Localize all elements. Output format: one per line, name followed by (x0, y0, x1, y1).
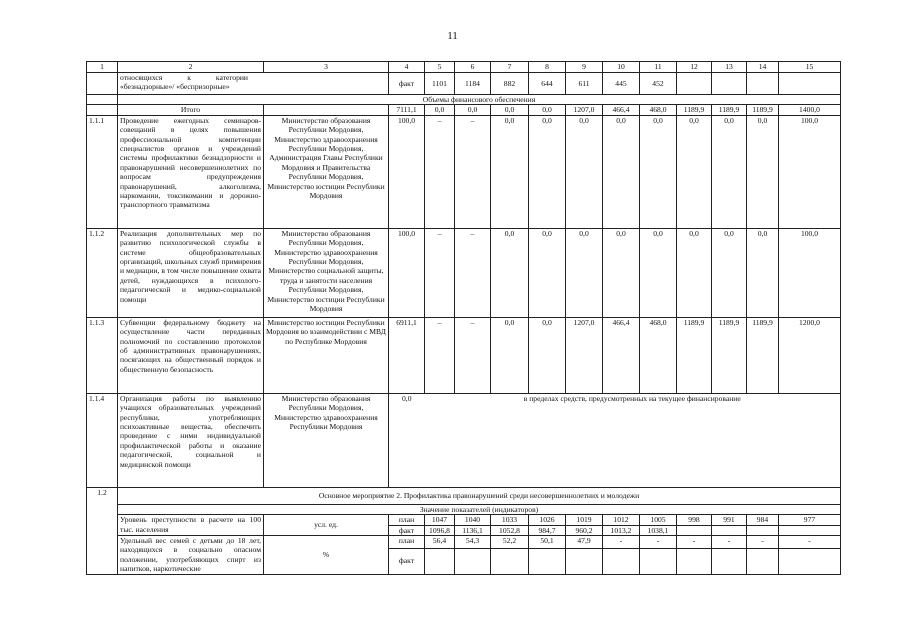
measure-number: 1.1.1 (87, 115, 118, 228)
measure-description: Реализация дополнительных мер по развитию психологической службы в системе общеобразовательных организаций, школьных служб примирения и медиации, в том числе повышение охвата детей, нуждающихся в психолого-педагогической и медико-социальной помощи (118, 228, 264, 317)
measure-value: 1207,0 (566, 317, 603, 393)
indicator-plan-value: 52,2 (491, 536, 529, 549)
indicator-plan-value: 977 (779, 515, 841, 525)
total-value: 1189,9 (712, 105, 747, 115)
measure-value: 100,0 (779, 115, 841, 228)
measure-value: – (425, 115, 455, 228)
column-number: 12 (677, 62, 712, 73)
row-value (747, 73, 779, 95)
column-number: 14 (747, 62, 779, 73)
row-value (677, 73, 712, 95)
measure-value: 466,4 (603, 317, 640, 393)
measure-executor: Министерство образования Республики Мордовия, Министерство здравоохранения Республики Мордовия, Министерство социальной защиты, труда и занятости населения Республики Мордовия, Министерство юстиции Республики Мордовия (264, 228, 389, 317)
row-value (712, 73, 747, 95)
column-number-row (87, 62, 841, 73)
indicator-fact-value (566, 548, 603, 574)
measure-value: 100,0 (389, 115, 425, 228)
indicator-plan-value: - (603, 536, 640, 549)
measure-value: – (425, 317, 455, 393)
measure-value: 0,0 (747, 228, 779, 317)
measure-funding-note: в пределах средств, предусмотренных на текущее финансирование (425, 393, 841, 487)
row-value: 882 (491, 73, 529, 95)
section-row (87, 487, 841, 504)
row-value (779, 73, 841, 95)
indicator-plan-value: 998 (677, 515, 712, 525)
total-value: 1400,0 (779, 105, 841, 115)
row-value: 1101 (425, 73, 455, 95)
measure-value: 0,0 (747, 115, 779, 228)
total-value: 0,0 (455, 105, 491, 115)
indicator-plan-value: 56,4 (425, 536, 455, 549)
measure-description: Проведение ежегодных семинаров-совещаний в целях повышения профессиональной компетенции специалистов органов и учреждений системы профилактики безнадзорности и правонарушений несовершеннолетних по вопросам предупреждения правонарушений, алкоголизма, наркомании, токсикомании и дорожно-транспортного травматизма (118, 115, 264, 228)
column-number: 6 (455, 62, 491, 73)
indicator-fact-value: 1136,1 (455, 525, 491, 535)
total-row (87, 105, 841, 115)
total-label: Итого (118, 105, 264, 115)
indicator-name: Уровень преступности в расчете на 100 тыс. населения (118, 515, 264, 536)
column-number: 1 (87, 62, 118, 73)
indicator-plan-value: 984 (747, 515, 779, 525)
measure-value: 0,0 (677, 115, 712, 228)
column-number: 10 (603, 62, 640, 73)
indicator-fact-value: 1096,8 (425, 525, 455, 535)
total-value: 7111,1 (389, 105, 425, 115)
column-number: 3 (264, 62, 389, 73)
total-value: 468,0 (640, 105, 677, 115)
measure-value: 0,0 (529, 317, 566, 393)
indicator-unit: % (264, 536, 389, 575)
total-value: 1207,0 (566, 105, 603, 115)
measure-description: Организация работы по выявлению учащихся образовательных учреждений республики, употребляющих психоактивные вещества, обеспечить проведение с ними индивидуальной профилактической работы и оказание педагогической, социальной и медицинской помощи (118, 393, 264, 487)
indicator-unit: усл. ед. (264, 515, 389, 536)
measure-value: 0,0 (603, 115, 640, 228)
section-row (87, 504, 841, 514)
measure-value: 0,0 (603, 228, 640, 317)
funding-header: Объемы финансового обеспечения (118, 95, 841, 105)
measure-value: 0,0 (491, 228, 529, 317)
indicator-plan-value: 47,9 (566, 536, 603, 549)
row-type: факт (389, 73, 425, 95)
indicator-plan-value: 50,1 (529, 536, 566, 549)
indicator-fact-value (425, 548, 455, 574)
indicator-fact-value (640, 548, 677, 574)
total-value: 0,0 (425, 105, 455, 115)
measure-value: 1189,9 (712, 317, 747, 393)
table-body (87, 62, 841, 575)
indicator-type: план (389, 536, 425, 549)
section-number: 1.2 (87, 487, 118, 574)
indicator-plan-row (87, 536, 841, 549)
indicator-fact-value (603, 548, 640, 574)
column-number: 11 (640, 62, 677, 73)
measure-number: 1.1.2 (87, 228, 118, 317)
column-number: 13 (712, 62, 747, 73)
indicator-plan-value: 1012 (603, 515, 640, 525)
indicator-fact-value (677, 548, 712, 574)
measure-value: 0,0 (712, 228, 747, 317)
measure-row (87, 115, 841, 228)
measure-value: 468,0 (640, 317, 677, 393)
measure-executor: Министерство образования Республики Мордовия, Министерство здравоохранения Республики Мордовия (264, 393, 389, 487)
measure-value: 100,0 (389, 228, 425, 317)
row-description: относящихся к категории «безнадзорные»/ «беспризорные» (118, 73, 389, 95)
total-value: 466,4 (603, 105, 640, 115)
indicator-fact-value (455, 548, 491, 574)
indicator-plan-value: - (747, 536, 779, 549)
measure-value: 0,0 (491, 115, 529, 228)
indicator-plan-value: - (712, 536, 747, 549)
column-number: 8 (529, 62, 566, 73)
total-value: 0,0 (491, 105, 529, 115)
indicator-type: факт (389, 525, 425, 535)
indicator-type: план (389, 515, 425, 525)
indicator-fact-value (779, 548, 841, 574)
measure-value: 1200,0 (779, 317, 841, 393)
row-value: 644 (529, 73, 566, 95)
row-executor (264, 105, 389, 115)
measure-value: 1189,9 (677, 317, 712, 393)
measure-value: 0,0 (566, 115, 603, 228)
measure-value: 0,0 (491, 317, 529, 393)
total-value: 1189,9 (747, 105, 779, 115)
indicator-fact-value: 984,7 (529, 525, 566, 535)
page-number: 11 (447, 30, 458, 42)
indicator-fact-value (529, 548, 566, 574)
indicator-plan-value: 54,3 (455, 536, 491, 549)
indicator-plan-row (87, 515, 841, 525)
measure-value: – (455, 115, 491, 228)
measure-value: – (455, 228, 491, 317)
measure-number: 1.1.3 (87, 317, 118, 393)
column-number: 5 (425, 62, 455, 73)
indicator-type: факт (389, 548, 425, 574)
indicator-plan-value: - (779, 536, 841, 549)
indicator-plan-value: - (640, 536, 677, 549)
indicator-fact-value (677, 525, 712, 535)
measure-value: 0,0 (677, 228, 712, 317)
row-number (87, 73, 118, 95)
column-number: 7 (491, 62, 529, 73)
indicator-plan-value: - (677, 536, 712, 549)
measure-value: 100,0 (779, 228, 841, 317)
indicator-plan-value: 1033 (491, 515, 529, 525)
measure-value: – (425, 228, 455, 317)
indicator-plan-value: 1019 (566, 515, 603, 525)
indicator-plan-value: 1026 (529, 515, 566, 525)
indicator-fact-value: 1052,8 (491, 525, 529, 535)
measure-value: 0,0 (640, 228, 677, 317)
measure-executor: Министерство юстиции Республики Мордовия во взаимодействии с МВД по Республике Мордовия (264, 317, 389, 393)
row-value: 611 (566, 73, 603, 95)
indicator-plan-value: 1047 (425, 515, 455, 525)
column-number: 9 (566, 62, 603, 73)
measure-number: 1.1.4 (87, 393, 118, 487)
indicator-plan-value: 1005 (640, 515, 677, 525)
table-row (87, 95, 841, 105)
indicators-header: Значение показателей (индикаторов) (118, 504, 841, 514)
measure-value: – (455, 317, 491, 393)
row-value: 445 (603, 73, 640, 95)
indicator-fact-value: 1038,1 (640, 525, 677, 535)
total-value: 1189,9 (677, 105, 712, 115)
measure-executor: Министерство образования Республики Мордовия, Министерство здравоохранения Республики Мордовия, Администрация Главы Республики Мордовия и Правительства Республики Мордовия, Министерство юстиции Республики Мордовия (264, 115, 389, 228)
measure-value: 0,0 (640, 115, 677, 228)
row-number (87, 105, 118, 115)
indicator-name: Удельный вес семей с детьми до 18 лет, находящихся в социально опасном положении, употребляющих спирт из напитков, наркотические (118, 536, 264, 575)
indicator-fact-value (712, 548, 747, 574)
indicator-plan-value: 1040 (455, 515, 491, 525)
column-number: 4 (389, 62, 425, 73)
indicator-plan-value: 991 (712, 515, 747, 525)
row-value: 1184 (455, 73, 491, 95)
measure-value: 0,0 (712, 115, 747, 228)
measure-value: 0,0 (529, 228, 566, 317)
indicator-fact-value (712, 525, 747, 535)
measure-value: 6911,1 (389, 317, 425, 393)
measure-row (87, 228, 841, 317)
measure-row (87, 317, 841, 393)
measure-value: 0,0 (529, 115, 566, 228)
table-row (87, 73, 841, 95)
indicator-fact-value: 1013,2 (603, 525, 640, 535)
indicator-fact-value (747, 525, 779, 535)
row-value: 452 (640, 73, 677, 95)
measure-value: 0,0 (389, 393, 425, 487)
section-title: Основное мероприятие 2. Профилактика правонарушений среди несовершеннолетних и молодежи (118, 487, 841, 504)
indicator-fact-value (779, 525, 841, 535)
measure-row (87, 393, 841, 487)
measure-value: 0,0 (566, 228, 603, 317)
column-number: 15 (779, 62, 841, 73)
total-value: 0,0 (529, 105, 566, 115)
row-number (87, 95, 118, 105)
program-table (86, 61, 841, 575)
column-number: 2 (118, 62, 264, 73)
indicator-fact-value (491, 548, 529, 574)
indicator-fact-value: 960,2 (566, 525, 603, 535)
indicator-fact-value (747, 548, 779, 574)
measure-value: 1189,9 (747, 317, 779, 393)
measure-description: Субвенции федеральному бюджету на осуществление части переданных полномочий по составлению протоколов об административных правонарушениях, посягающих на общественный порядок и общественную безопасность (118, 317, 264, 393)
